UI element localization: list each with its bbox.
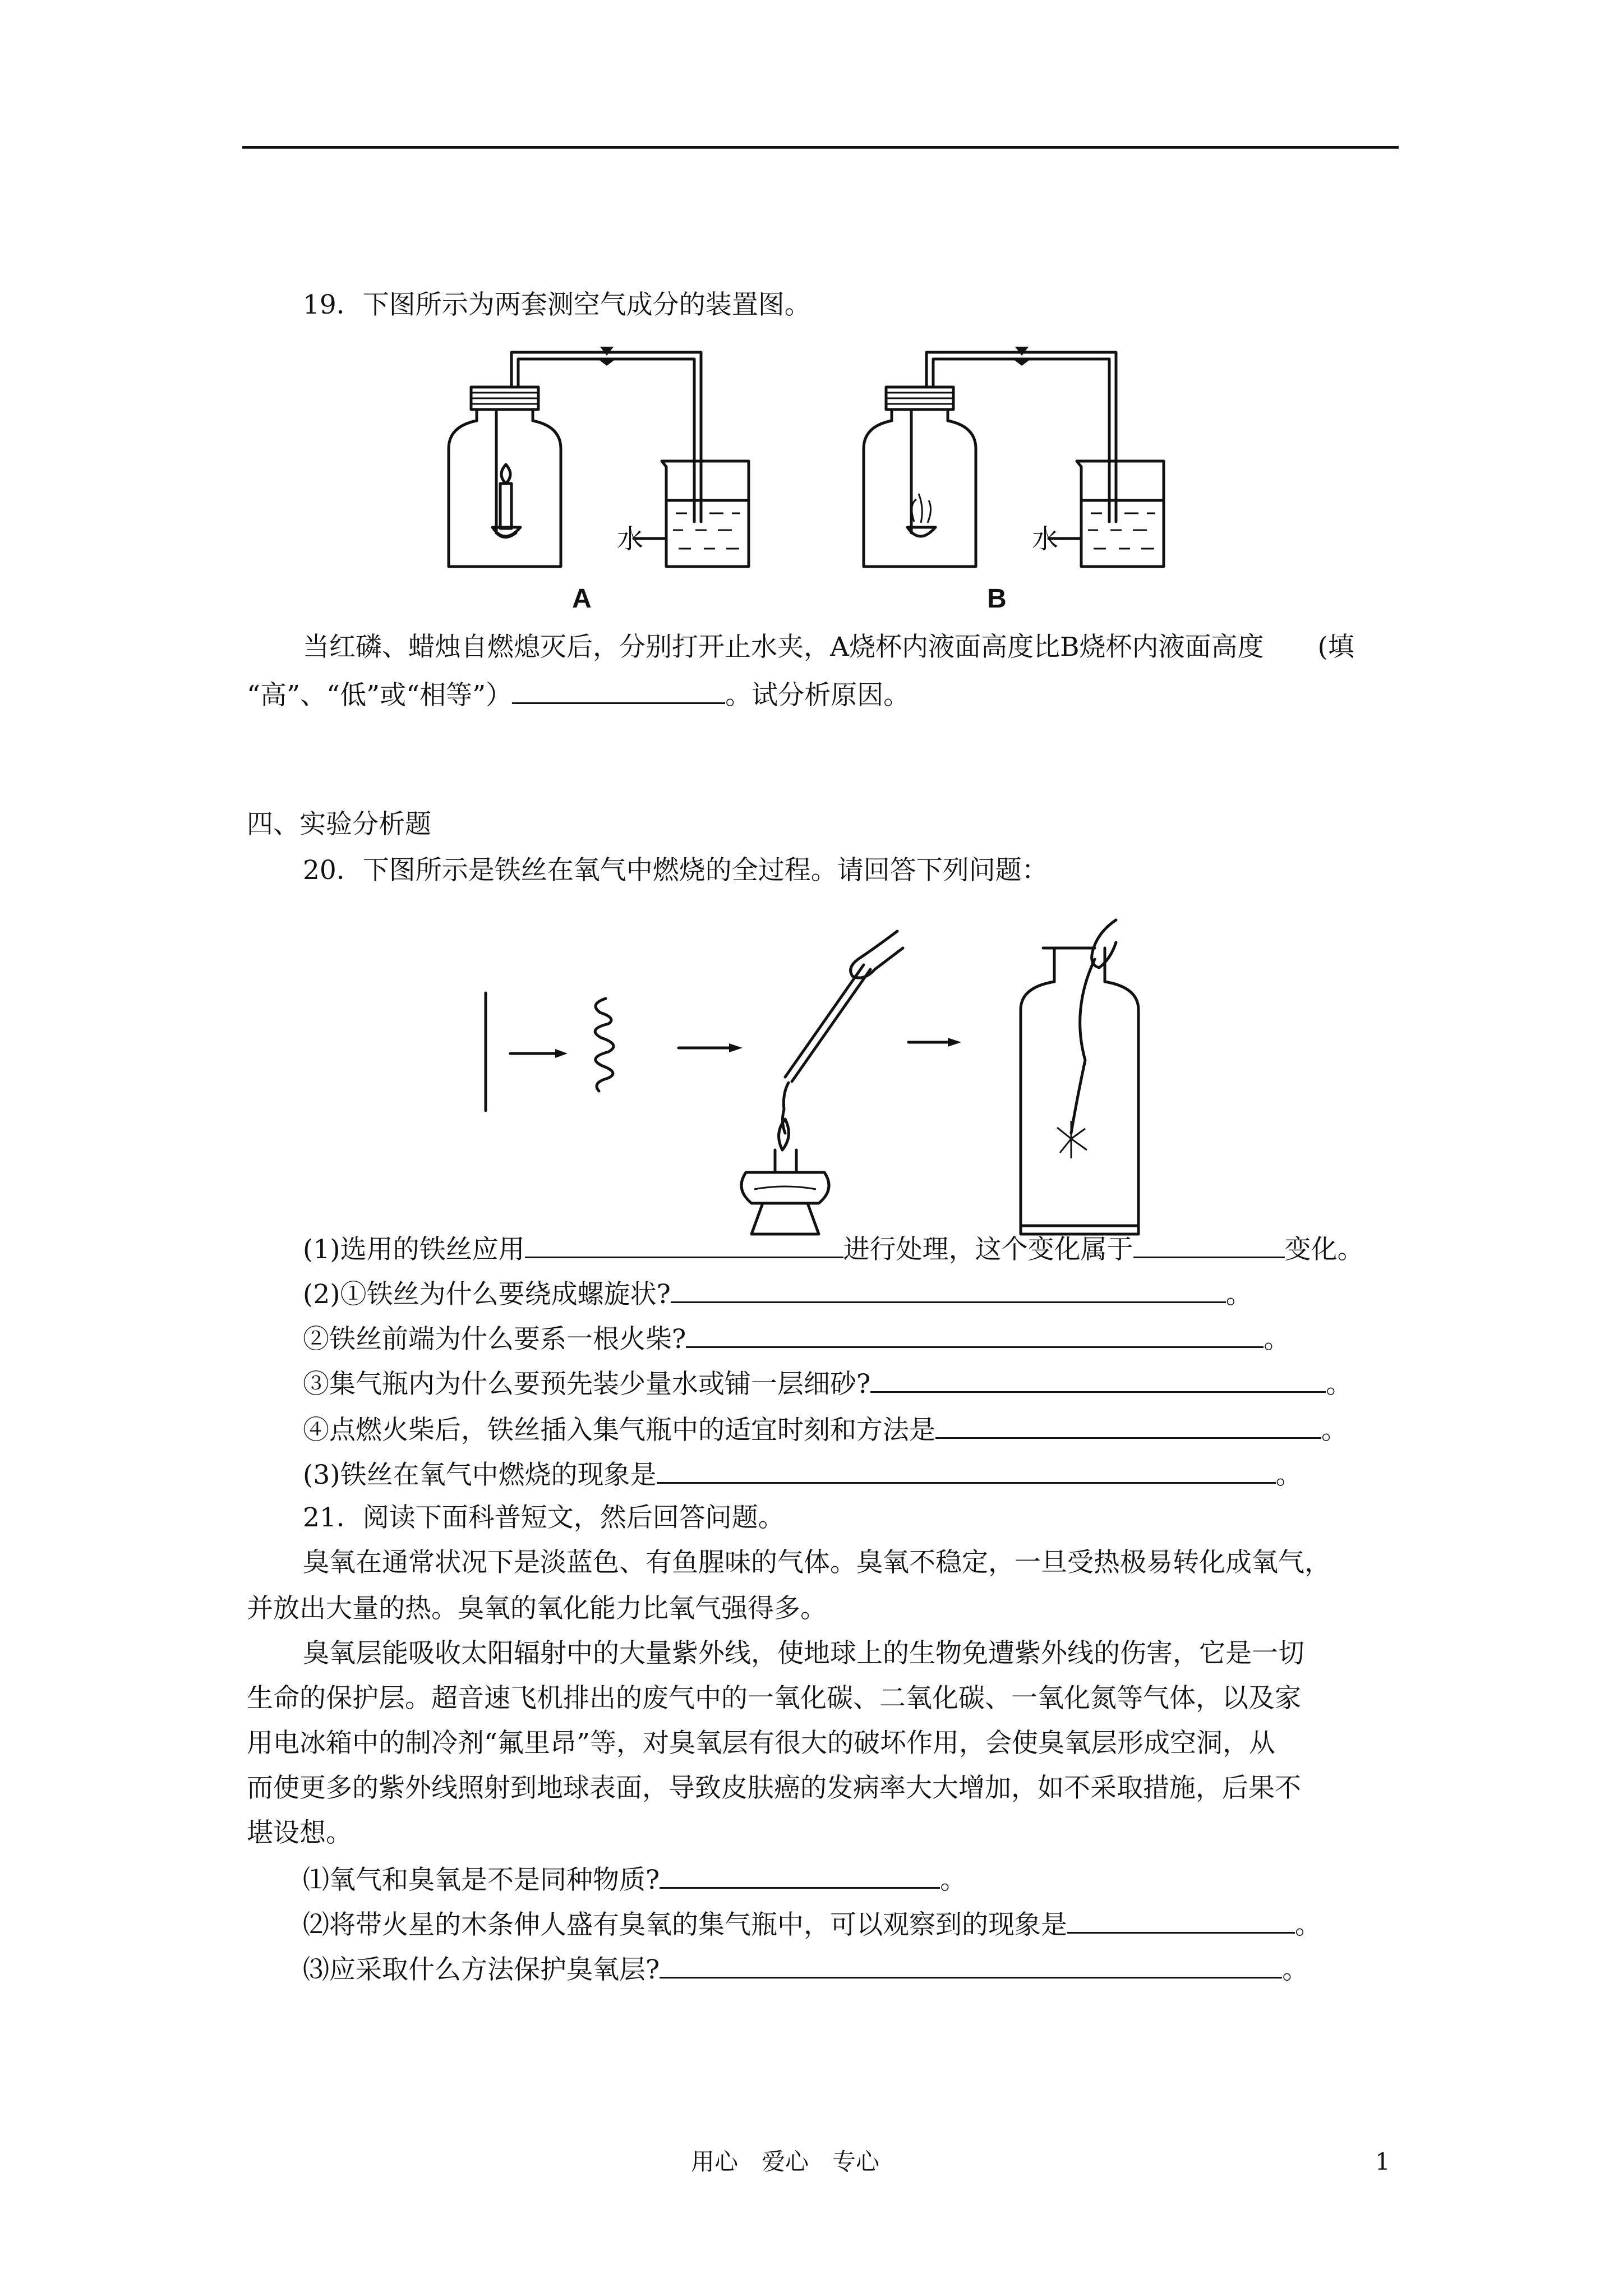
q19-line1 (303, 632, 1354, 663)
q21-a1-end: 。 (940, 1865, 967, 1895)
q20-p4-text: ③集气瓶内为什么要预先装少量水或铺一层细砂? (303, 1369, 871, 1400)
q20-p4-end: 。 (1326, 1369, 1353, 1400)
q20-p4 (303, 1366, 1352, 1400)
q21-a3-text: ⑶应采取什么方法保护臭氧层? (303, 1954, 660, 1985)
q19-line2-pre: “高”、“低”或“相等”） (247, 680, 513, 711)
q19-title: 19．下图所示为两套测空气成分的装置图。 (303, 289, 811, 320)
q21-a2-end: 。 (1295, 1910, 1321, 1940)
q20-p1-pre: (1)选用的铁丝应用 (303, 1234, 525, 1265)
label-a: A (572, 584, 592, 614)
q21-blank-2[interactable] (1067, 1907, 1295, 1934)
q20-blank-7[interactable] (657, 1457, 1276, 1484)
q21-a1-text: ⑴氧气和臭氧是不是同种物质? (303, 1865, 660, 1895)
q21-a1 (303, 1862, 966, 1896)
q20-p1 (303, 1232, 1364, 1266)
q20-p5 (303, 1412, 1348, 1446)
q20-blank-3[interactable] (671, 1277, 1226, 1303)
q21-para1-line1: 臭氧在通常状况下是淡蓝色、有鱼腥味的气体。臭氧不稳定，一旦受热极易转化成氧气， (303, 1547, 1331, 1578)
q21-para2-line3: 用电冰箱中的制冷剂“氟里昂”等，对臭氧层有很大的破坏作用，会使臭氧层形成空洞，从 (247, 1728, 1276, 1759)
q21-a3-end: 。 (1282, 1954, 1309, 1985)
q20-p1-post: 变化。 (1284, 1234, 1364, 1265)
q19-answer-blank[interactable] (512, 678, 725, 704)
q20-blank-6[interactable] (935, 1412, 1321, 1439)
iron-wire-process-diagram (471, 898, 1155, 1290)
q19-line1-text: 当红磷、蜡烛自燃熄灭后，分别打开止水夹，A烧杯内液面高度比B烧杯内液面高度 (303, 632, 1264, 662)
water-label-a: 水 (617, 524, 643, 555)
q21-blank-3[interactable] (660, 1952, 1282, 1978)
label-b: B (987, 584, 1007, 614)
q19-fill-hint: (填 (1317, 632, 1354, 662)
footer-motto: 用心 爱心 专心 (691, 2148, 880, 2175)
q21-para2-line2: 生命的保护层。超音速飞机排出的废气中的一氧化碳、二氧化碳、一氧化氮等气体，以及家 (247, 1683, 1301, 1714)
q20-blank-2[interactable] (1133, 1232, 1285, 1258)
header-rule (242, 146, 1399, 149)
q20-p6-text: (3)铁丝在氧气中燃烧的现象是 (303, 1460, 657, 1490)
q20-p5-end: 。 (1321, 1415, 1348, 1446)
q20-p2 (303, 1277, 1252, 1310)
q21-para2-line5: 堪设想。 (247, 1818, 352, 1848)
q21-title: 21．阅读下面科普短文，然后回答问题。 (303, 1502, 785, 1533)
q20-p2-end: 。 (1225, 1279, 1252, 1310)
q20-p6-end: 。 (1275, 1460, 1302, 1490)
q21-para1-line2: 并放出大量的热。臭氧的氧化能力比氧气强得多。 (247, 1593, 827, 1624)
water-label-b: 水 (1032, 524, 1058, 555)
q21-para2-line1: 臭氧层能吸收太阳辐射中的大量紫外线，使地球上的生物免遭紫外线的伤害，它是一切 (303, 1638, 1304, 1669)
q21-para2-line4: 而使更多的紫外线照射到地球表面，导致皮肤癌的发病率大大增加，如不采取措施，后果不 (247, 1773, 1301, 1803)
q20-blank-4[interactable] (686, 1322, 1264, 1348)
q20-p2-text: (2)①铁丝为什么要绕成螺旋状? (303, 1279, 671, 1310)
q20-title: 20．下图所示是铁丝在氧气中燃烧的全过程。请回答下列问题： (303, 855, 1048, 886)
q20-p3-text: ②铁丝前端为什么要系一根火柴? (303, 1324, 686, 1355)
q20-p1-mid: 进行处理，这个变化属于 (843, 1234, 1133, 1265)
q20-p5-text: ④点燃火柴后，铁丝插入集气瓶中的适宜时刻和方法是 (303, 1415, 935, 1446)
q21-a2 (303, 1907, 1321, 1941)
q20-p6 (303, 1457, 1302, 1491)
q20-p3 (303, 1322, 1290, 1355)
q19-line2 (247, 678, 910, 711)
q20-p3-end: 。 (1264, 1324, 1290, 1355)
q19-line2-post: 。试分析原因。 (725, 680, 910, 711)
page-number: 1 (1375, 2148, 1390, 2175)
q20-blank-1[interactable] (525, 1232, 843, 1258)
q21-blank-1[interactable] (660, 1862, 940, 1889)
q21-a2-text: ⑵将带火星的木条伸人盛有臭氧的集气瓶中，可以观察到的现象是 (303, 1910, 1067, 1940)
q21-a3 (303, 1952, 1308, 1986)
q20-blank-5[interactable] (870, 1366, 1326, 1393)
section4-title: 四、实验分析题 (247, 809, 431, 840)
